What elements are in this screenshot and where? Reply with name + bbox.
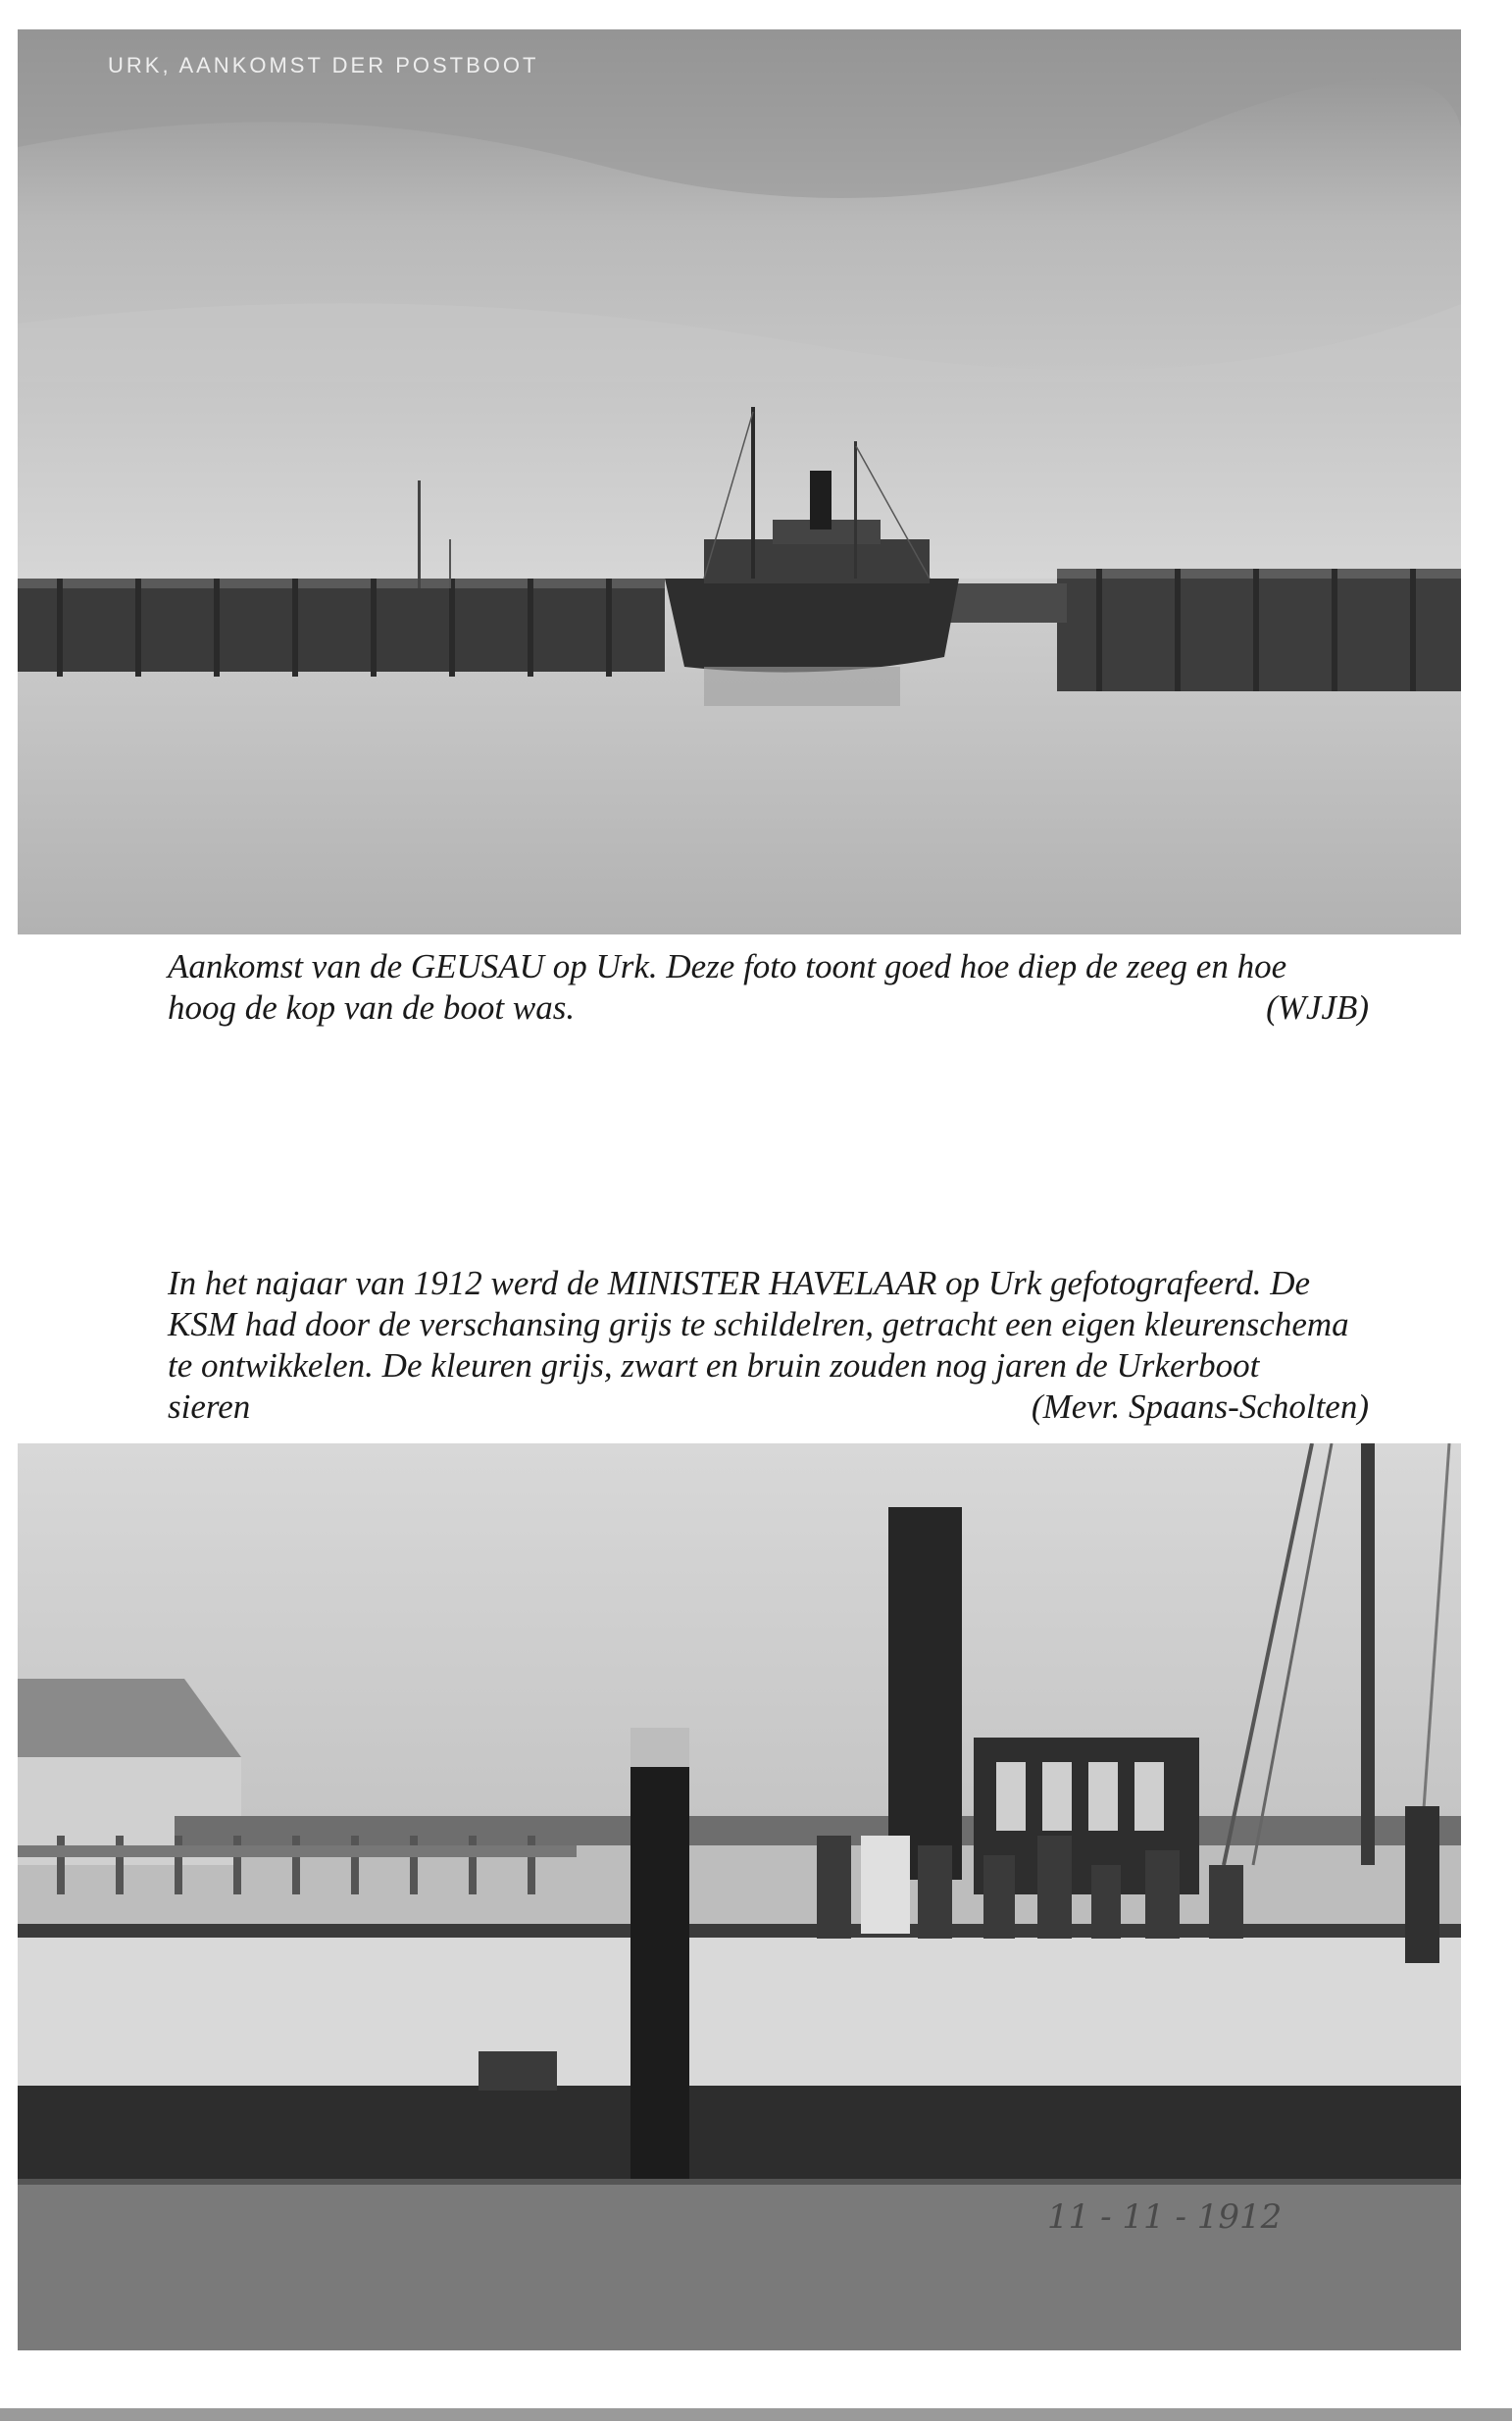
photo-credit: (Mevr. Spaans-Scholten) xyxy=(1031,1387,1369,1426)
caption-line-4: sieren xyxy=(168,1387,251,1426)
scan-edge xyxy=(0,2408,1512,2421)
handwritten-date: 11 - 11 - 1912 xyxy=(1047,2197,1283,2237)
caption-line-4-with-credit xyxy=(168,1387,1369,1428)
caption-line-2: hoog de kop van de boot was. xyxy=(168,988,576,1027)
caption-line-1: Aankomst van de GEUSAU op Urk. Deze foto toont goed hoe diep de zeeg en hoe xyxy=(168,947,1287,985)
caption-line-2: KSM had door de verschansing grijs te schildelren, getracht een eigen kleurenschema xyxy=(168,1305,1349,1343)
caption-minister-havelaar xyxy=(168,1263,1369,1428)
photo-minister-havelaar xyxy=(18,1443,1461,2350)
caption-line-2-with-credit xyxy=(168,987,1369,1029)
photo-havelaar-image xyxy=(18,1443,1461,2350)
photo-credit: (WJJB) xyxy=(1266,988,1369,1027)
caption-geusau xyxy=(168,946,1369,1029)
photo-geusau-arrival xyxy=(18,29,1461,934)
postcard-label: URK, AANKOMST DER POSTBOOT xyxy=(108,53,539,77)
photo-geusau-image xyxy=(18,29,1461,934)
caption-line-3: te ontwikkelen. De kleuren grijs, zwart en bruin zouden nog jaren de Urkerboot xyxy=(168,1346,1260,1385)
caption-line-1: In het najaar van 1912 werd de MINISTER HAVELAAR op Urk gefotografeerd. De xyxy=(168,1264,1311,1302)
